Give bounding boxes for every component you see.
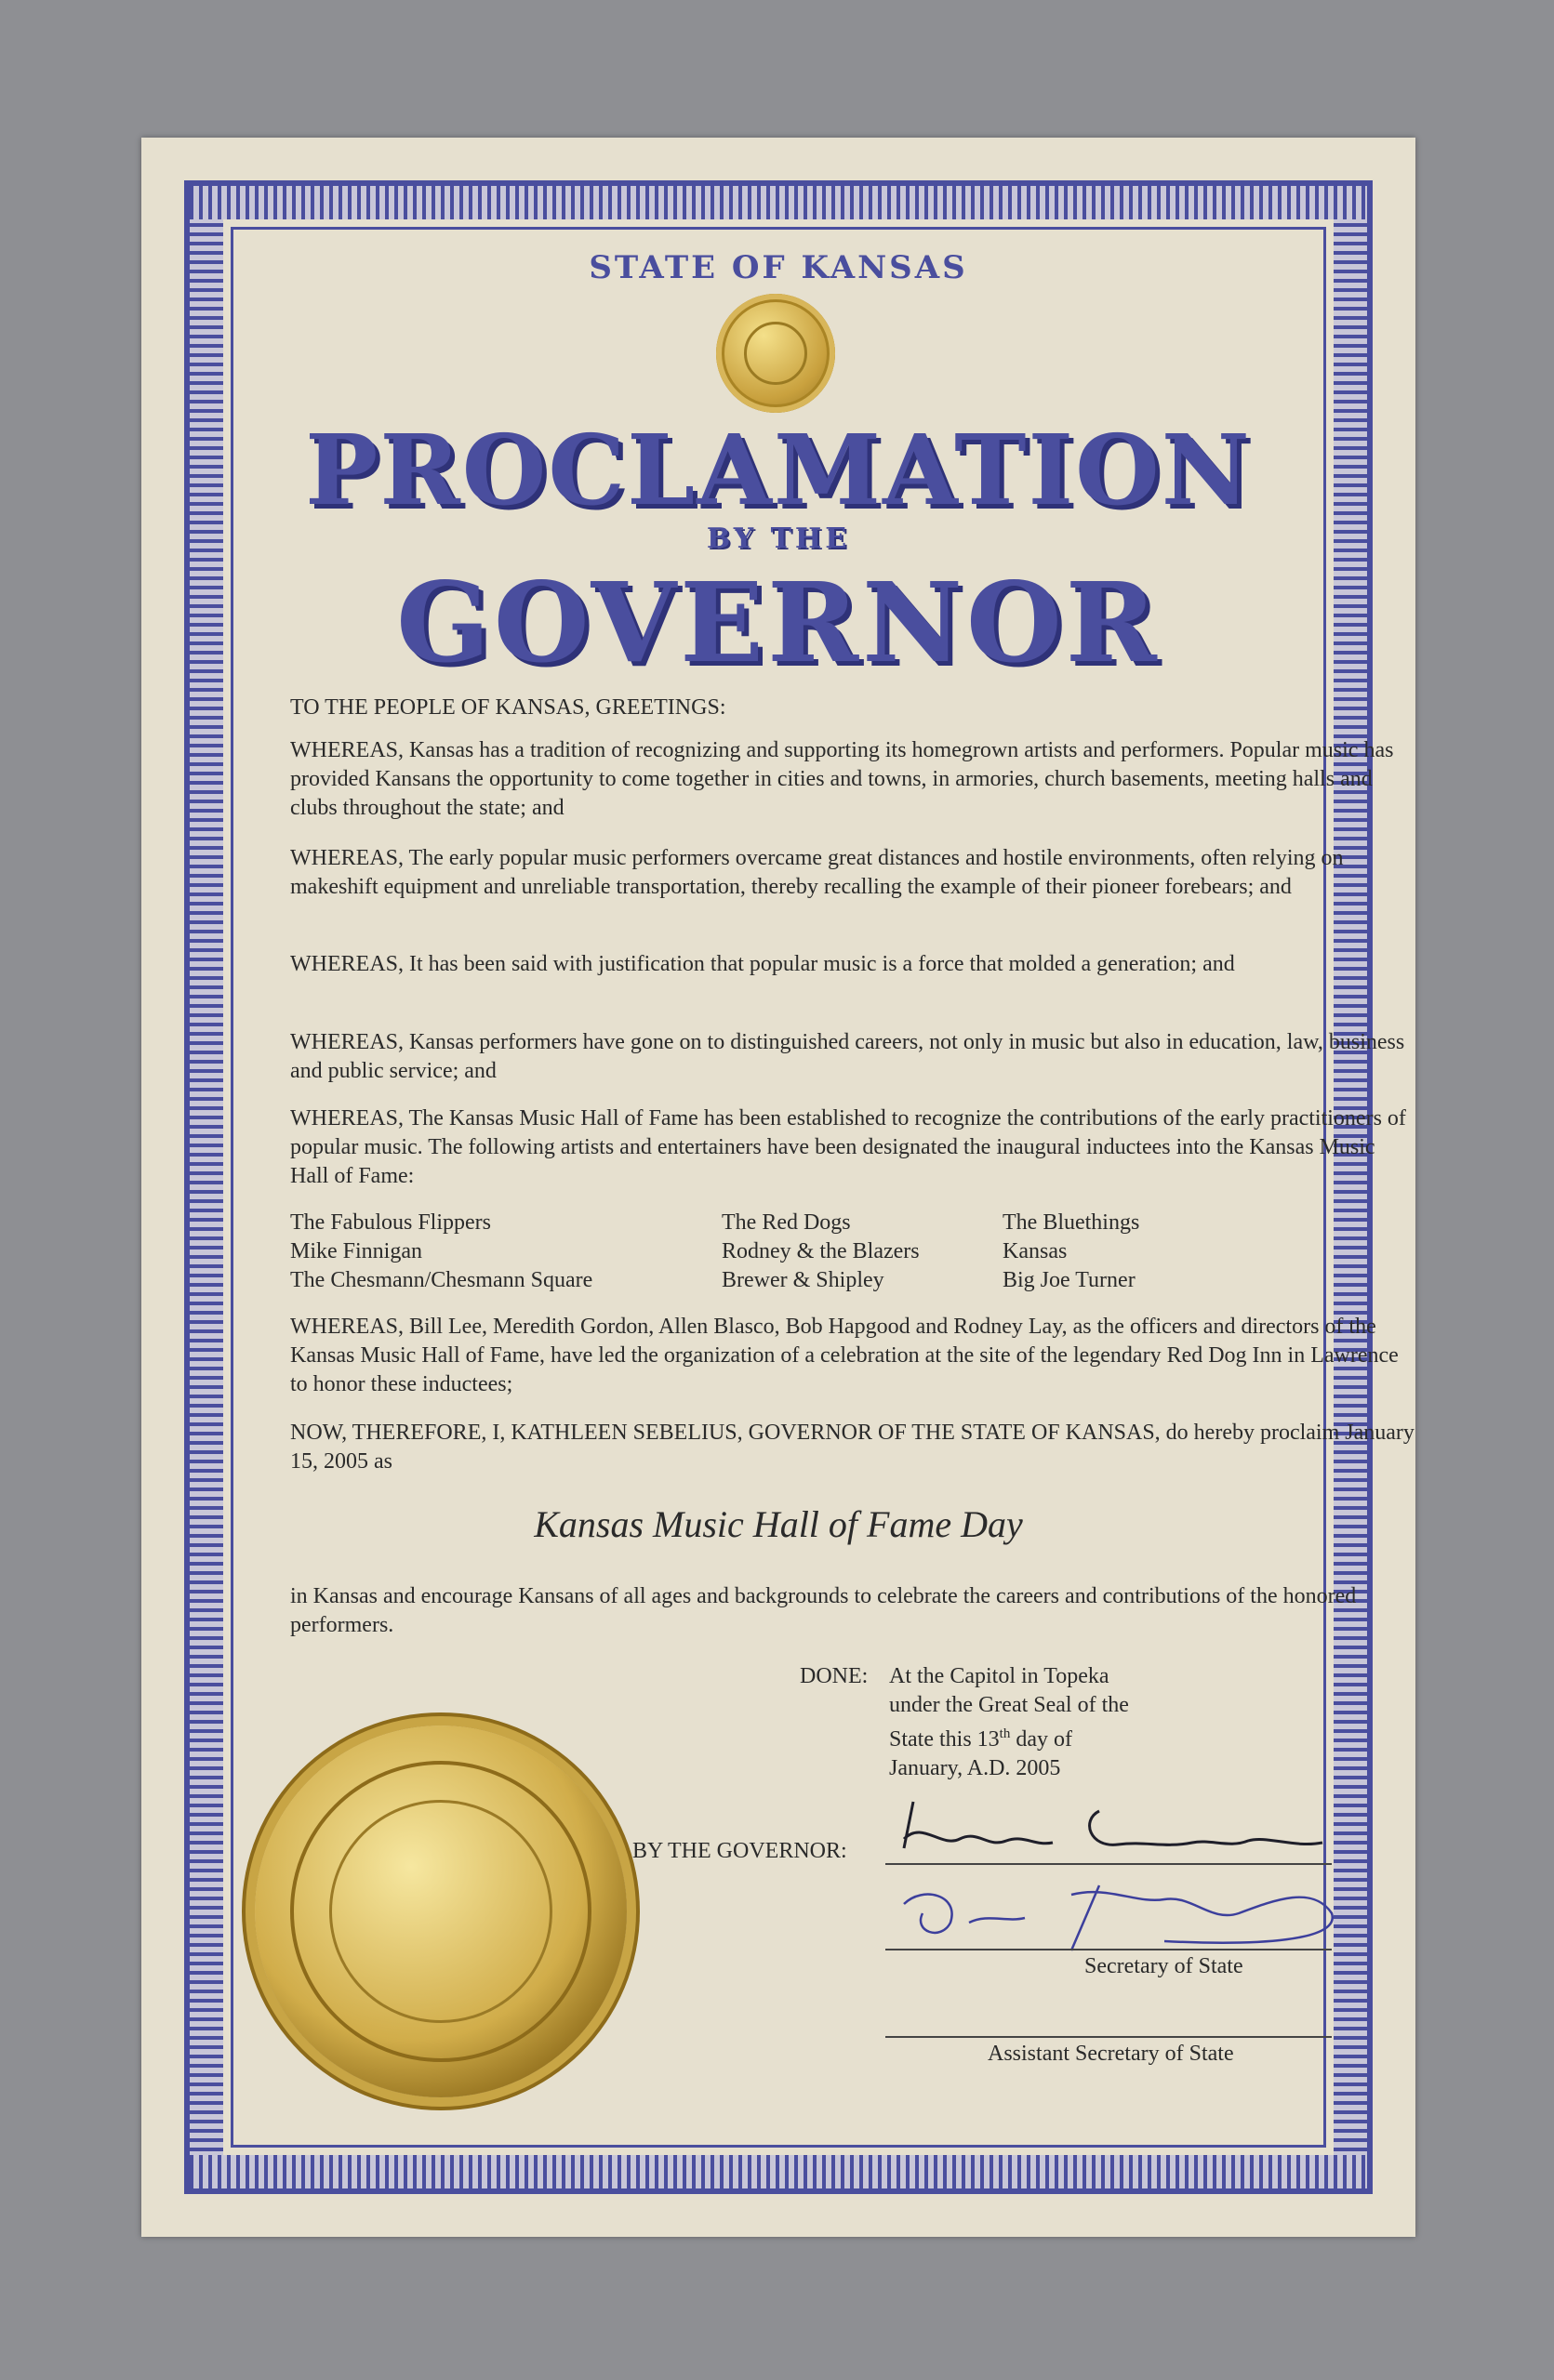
- paragraph-3: WHEREAS, It has been said with justification that popular music is a force that molded a generation; and: [290, 952, 1235, 976]
- proclamation-heading: PROCLAMATION: [305, 413, 1252, 527]
- greeting: TO THE PEOPLE OF KANSAS, GREETINGS:: [290, 695, 726, 720]
- governor-heading: GOVERNOR: [396, 558, 1161, 687]
- inductee: The Red Dogs: [722, 1210, 851, 1235]
- inductee: The Chesmann/Chesmann Square: [290, 1268, 593, 1292]
- day-title: Kansas Music Hall of Fame Day: [534, 1503, 1023, 1545]
- paragraph-officers: WHEREAS, Bill Lee, Meredith Gordon, Allen Blasco, Bob Hapgood and Rodney Lay, as the officers and directors of the Kansas Music Hall of Fame, have led the organization of a celebration at the site of the legendary Red Dog Inn in Lawrence to honor these inductees;: [290, 1315, 1399, 1396]
- inductee: Mike Finnigan: [290, 1239, 422, 1263]
- inductee: Rodney & the Blazers: [722, 1239, 920, 1263]
- done-details: At the Capitol in Topeka under the Great Seal of the State this 13th day of January, A.D. 2005: [889, 1664, 1129, 1780]
- paragraph-1: WHEREAS, Kansas has a tradition of recognizing and supporting its homegrown artists and performers. Popular music has provided Kansans the opportunity to come together in cities and towns, in armories, church basements, meeting halls and clubs throughout the state; and: [290, 738, 1394, 820]
- inductee: Brewer & Shipley: [722, 1268, 884, 1292]
- paragraph-4: WHEREAS, Kansas performers have gone on to distinguished careers, not only in music but also in education, law, business and public service; and: [290, 1030, 1405, 1083]
- great-seal-of-kansas-icon: [255, 1726, 627, 2097]
- inductee: The Fabulous Flippers: [290, 1210, 491, 1235]
- by-the-governor-label: BY THE GOVERNOR:: [632, 1839, 847, 1863]
- inductee: Kansas: [1003, 1239, 1068, 1263]
- paragraph-2: WHEREAS, The early popular music performers overcame great distances and hostile environments, often relying on makeshift equipment and unreliable transportation, thereby recalling the example of their pioneer forebears; and: [290, 846, 1344, 899]
- secretary-label: Secretary of State: [1084, 1954, 1243, 1978]
- inductees-column-1: [290, 1209, 592, 1295]
- small-gold-seal-icon: [716, 294, 835, 413]
- inductee: The Bluethings: [1003, 1210, 1140, 1235]
- state-title: STATE OF KANSAS: [589, 249, 968, 286]
- paragraph-proclaim: NOW, THEREFORE, I, KATHLEEN SEBELIUS, GOVERNOR OF THE STATE OF KANSAS, do hereby proclaim January 15, 2005 as: [290, 1421, 1415, 1474]
- done-label: DONE:: [800, 1664, 869, 1688]
- assistant-signature-line: [885, 2036, 1332, 2038]
- inductee: Big Joe Turner: [1003, 1268, 1136, 1292]
- paragraph-5: WHEREAS, The Kansas Music Hall of Fame has been established to recognize the contributions of the early practitioners of popular music. The following artists and entertainers have been designated the inaugural inductees into the Kansas Music Hall of Fame:: [290, 1106, 1406, 1188]
- by-the-heading: BY THE: [706, 522, 851, 555]
- proclamation-document: [141, 138, 1415, 2237]
- secretary-signature-line: [885, 1949, 1332, 1950]
- inductees-column-2: [722, 1209, 920, 1295]
- governor-signature-line: [885, 1863, 1332, 1865]
- paragraph-closing: in Kansas and encourage Kansans of all ages and backgrounds to celebrate the careers and contributions of the honored performers.: [290, 1584, 1357, 1637]
- assistant-secretary-label: Assistant Secretary of State: [988, 2042, 1234, 2066]
- inductees-column-3: [1003, 1209, 1139, 1295]
